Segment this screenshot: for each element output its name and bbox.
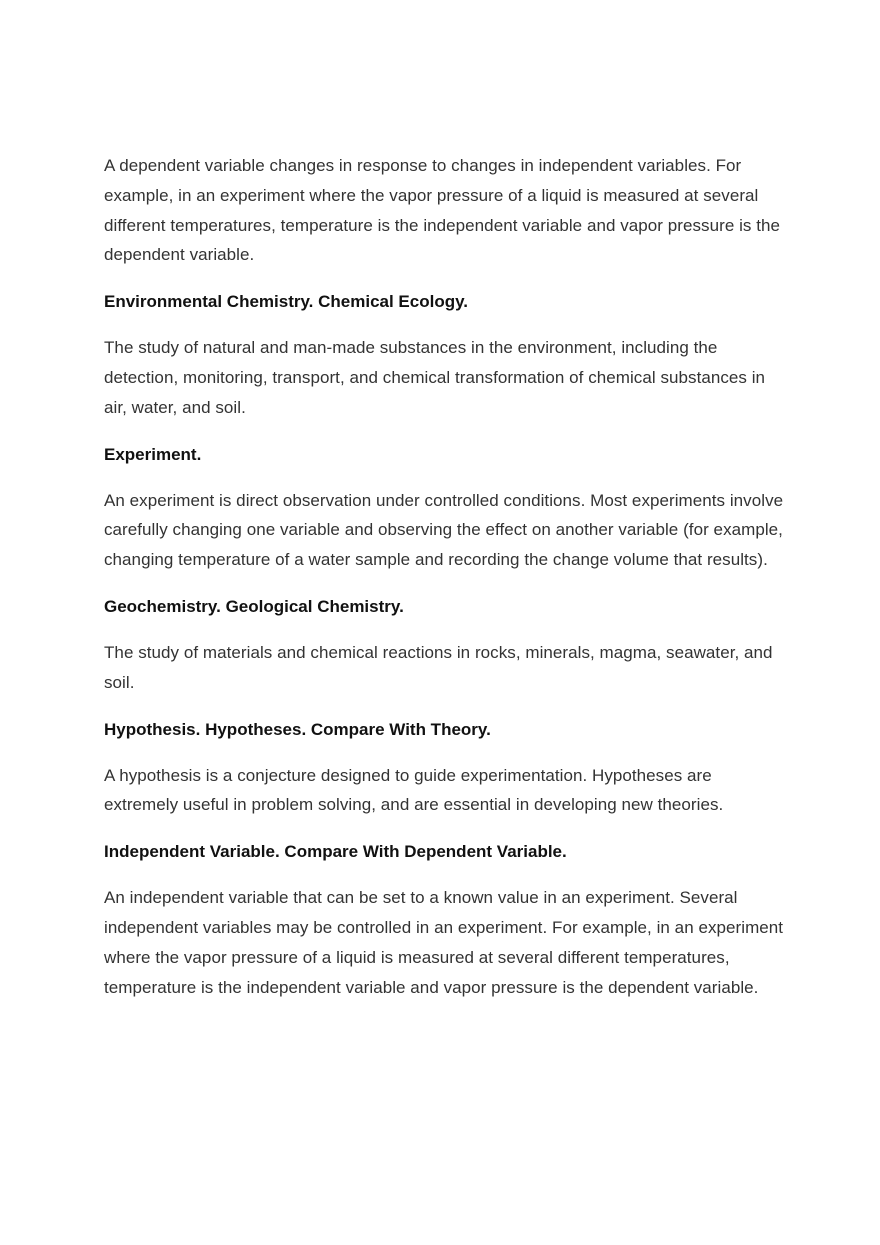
intro-paragraph: A dependent variable changes in response to changes in independent variables. For example, in an experiment where the vapor pressure of a liquid is measured at several different temperatures, temperature is the independent variable and vapor pressure is the dependent variable. bbox=[104, 156, 781, 265]
section-heading-geochemistry: Geochemistry. Geological Chemistry. bbox=[104, 596, 404, 616]
section-heading-independent-variable: Independent Variable. Compare With Dependent Variable. bbox=[104, 842, 567, 862]
document-page bbox=[104, 151, 784, 1002]
section-heading-experiment: Experiment. bbox=[104, 444, 202, 464]
section-body-hypothesis: A hypothesis is a conjecture designed to guide experimentation. Hypotheses are extremely useful in problem solving, and are essential in developing new theories. bbox=[104, 765, 724, 815]
section-body-geochemistry: The study of materials and chemical reactions in rocks, minerals, magma, seawater, and soil. bbox=[104, 642, 773, 692]
section-body-environmental-chemistry: The study of natural and man-made substances in the environment, including the detection, monitoring, transport, and chemical transformation of chemical substances in air, water, and soil. bbox=[104, 338, 766, 417]
section-heading-environmental-chemistry: Environmental Chemistry. Chemical Ecology. bbox=[104, 292, 469, 312]
section-body-experiment: An experiment is direct observation under controlled conditions. Most experiments involve carefully changing one variable and observing the effect on another variable (for example, changing temperature of a water sample and recording the change volume that results). bbox=[104, 490, 784, 570]
section-heading-hypothesis: Hypothesis. Hypotheses. Compare With Theory. bbox=[104, 719, 491, 739]
section-body-independent-variable: An independent variable that can be set to a known value in an experiment. Several independent variables may be controlled in an experiment. For example, in an experiment where the vapor pressure of a liquid is measured at several different temperatures, temperature is the independent variable and vapor pressure is the dependent variable. bbox=[104, 888, 784, 997]
